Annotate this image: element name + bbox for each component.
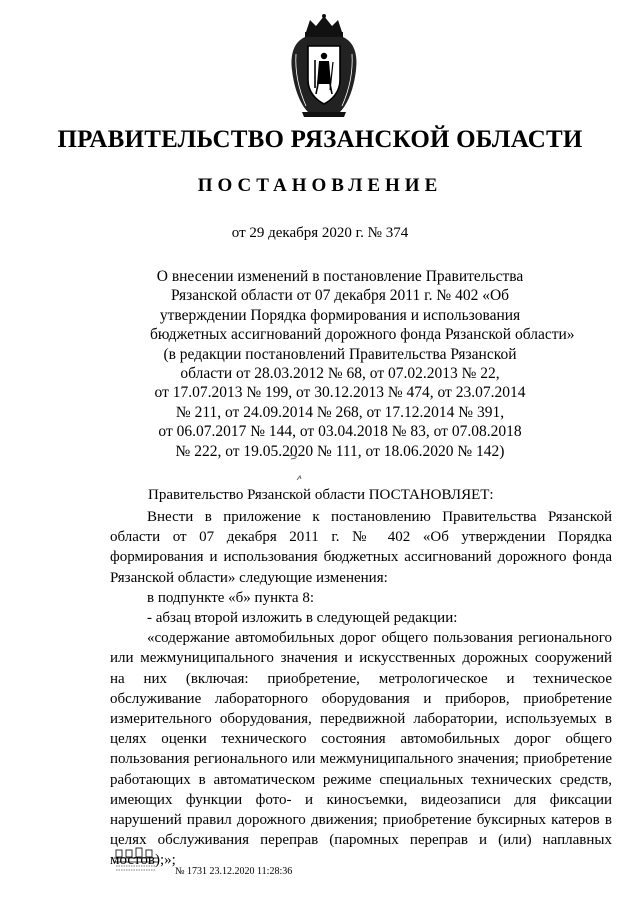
subject-line: области от 28.03.2012 № 68, от 07.02.2013 № 22, (180, 365, 500, 383)
subject-line: от 17.07.2013 № 199, от 30.12.2013 № 474, от 23.07.2014 (154, 384, 526, 402)
subject-line: № 222, от 19.05.2020 № 111, от 18.06.2020 № 142) (175, 442, 505, 460)
scan-mark (295, 474, 303, 482)
body-paragraph: - абзац второй изложить в следующей редакции: (147, 610, 458, 627)
document-subject (150, 267, 575, 461)
decree-line: Правительство Рязанской области ПОСТАНОВЛЯЕТ: (148, 487, 494, 503)
document-type: ПОСТАНОВЛЕНИЕ (197, 175, 443, 196)
scan-mark (287, 452, 301, 462)
registry-stamp-icon (110, 846, 162, 874)
subject-line: утверждении Порядка формирования и использования (159, 306, 521, 324)
subject-line: О внесении изменений в постановление Правительства (156, 268, 524, 285)
document-body (110, 507, 612, 871)
registration-stamp: № 1731 23.12.2020 11:28:36 (175, 866, 293, 877)
subject-line: (в редакции постановлений Правительства Рязанской (163, 345, 517, 363)
government-title: ПРАВИТЕЛЬСТВО РЯЗАНСКОЙ ОБЛАСТИ (57, 126, 583, 153)
subject-line: от 06.07.2017 № 144, от 03.04.2018 № 83, от 07.08.2018 (158, 423, 522, 441)
subject-line: № 211, от 24.09.2014 № 268, от 17.12.2014 № 391, (175, 403, 505, 421)
subject-line: бюджетных ассигнований дорожного фонда Рязанской области» (150, 326, 575, 344)
body-paragraph: «содержание автомобильных дорог общего пользования регионального или межмуниципального значения и искусственных дорожных сооружений на них (включая: приобретение, метрологическое и техническое обслуживание лабораторного оборудования и приборов, приобретение измерительного оборудования, передвижной лаборатории, используемых в целях оценки технического состояния автомобильных дорог общего пользования регионального или межмуниципального значения; приобретение работающих в автоматическом режиме специальных технических средств, имеющих функции фото- и киносъемки, видеозаписи для фиксации нарушений правил дорожного движения; приобретение буксирных катеров в целях обслуживания переправ (паромных переправ и (или) наплавных мостов);»; (110, 630, 612, 869)
body-paragraph: Внести в приложение к постановлению Правительства Рязанской области от 07 декабря 2011 г. № 402 «Об утверждении Порядка формирования и использования бюджетных ассигнований дорожного фонда Рязанской области» следующие изменения: (110, 509, 612, 586)
body-paragraph: в подпункте «б» пункта 8: (147, 589, 315, 606)
coat-of-arms-icon (286, 14, 362, 118)
document-date-number: от 29 декабря 2020 г. № 374 (231, 225, 409, 241)
subject-line: Рязанской области от 07 декабря 2011 г. № 402 «Об (170, 287, 510, 305)
